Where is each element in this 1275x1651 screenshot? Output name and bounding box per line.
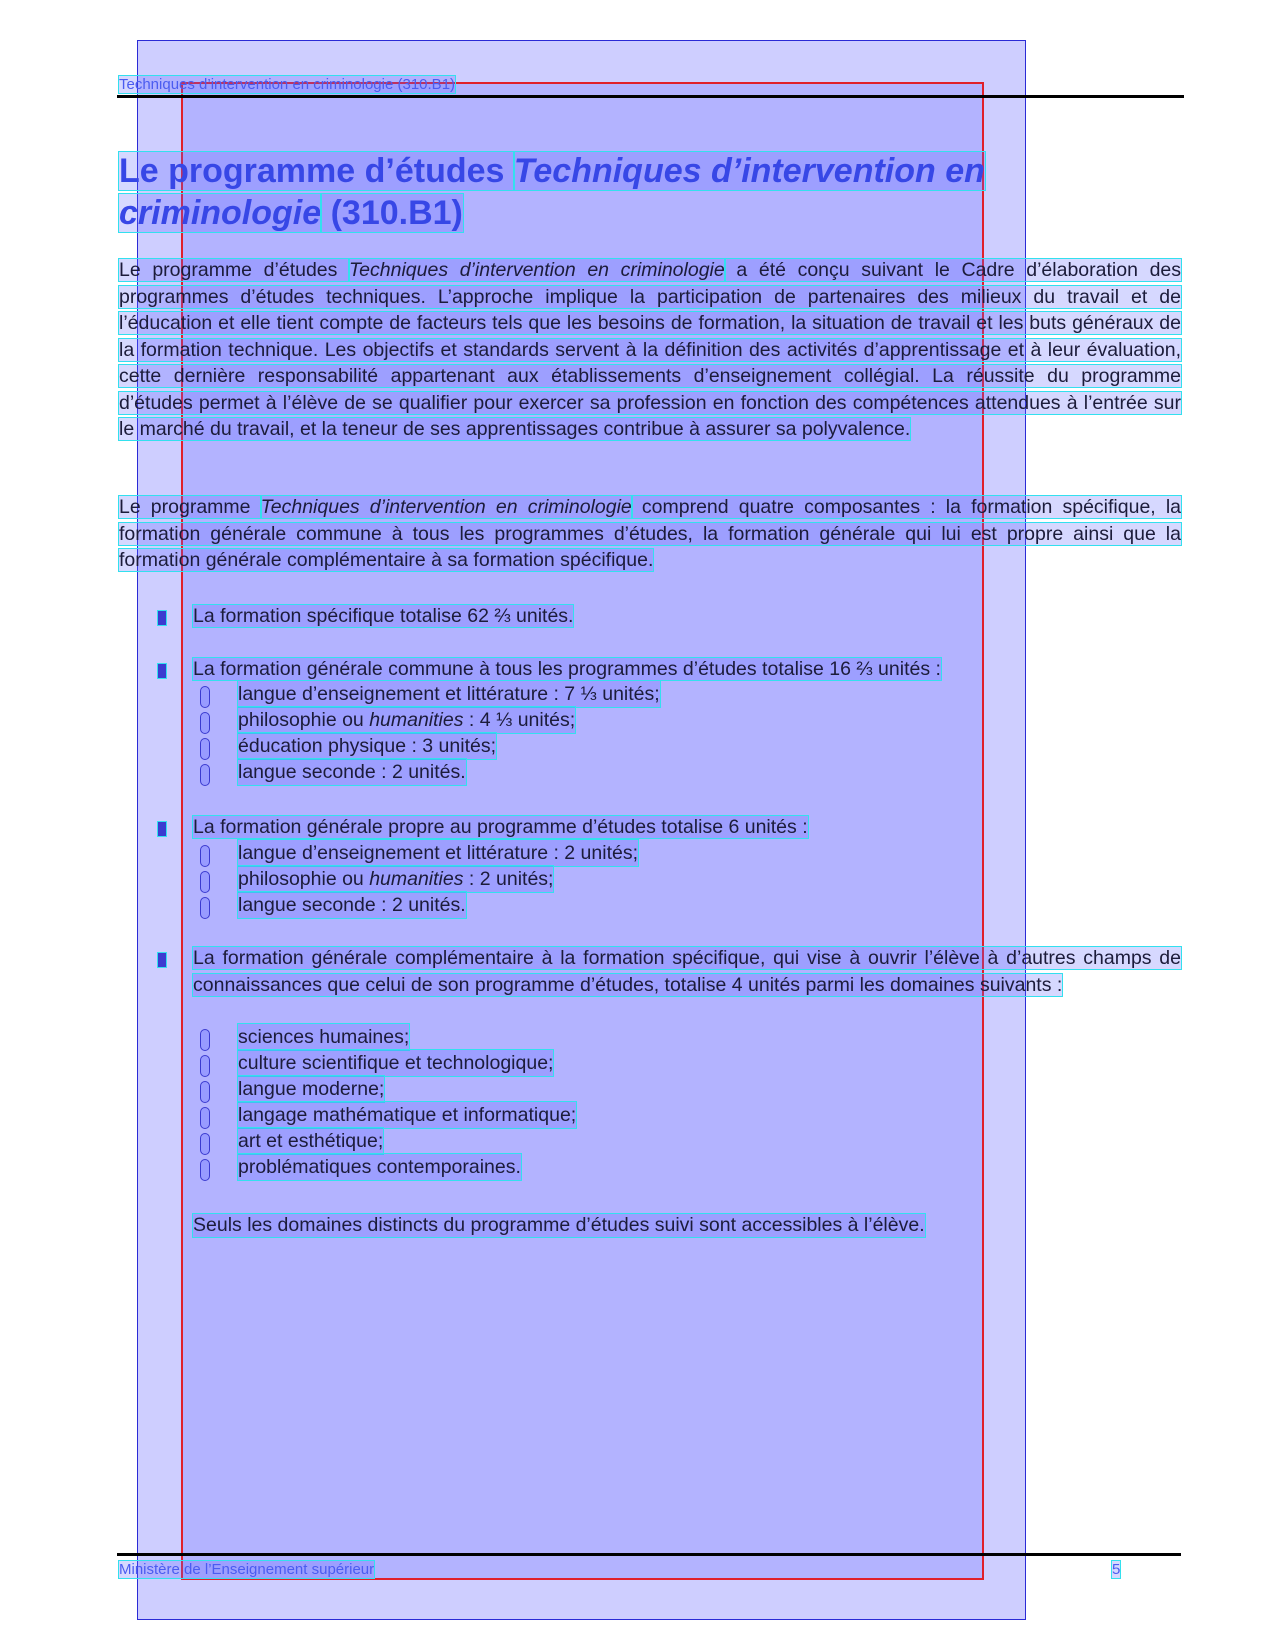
sub-bullet-icon [200, 1159, 210, 1181]
sub-bullet-icon [200, 1029, 210, 1051]
p2-program-name: Techniques d’intervention en criminologie [260, 496, 632, 518]
bullet-icon [157, 952, 167, 968]
bullet-3-text: La formation générale propre au programme d’études totalise 6 unités : [193, 816, 808, 838]
sub-item: éducation physique : 3 unités; [238, 735, 497, 757]
footer-rule [117, 1553, 1181, 1556]
running-header: Techniques d’intervention en criminologie (310.B1) [119, 76, 456, 93]
intro-paragraph [119, 257, 1181, 443]
sub-bullet-icon [200, 764, 210, 786]
sub-item: culture scientifique et technologique; [238, 1052, 554, 1074]
sub-item: langue d’enseignement et littérature : 7 ⅓ unités; [238, 683, 660, 705]
header-rule [117, 95, 1184, 98]
list-item-complementary-training [193, 945, 1181, 998]
title-code: (310.B1) [321, 194, 463, 232]
sub-item: langue seconde : 2 unités. [238, 761, 466, 783]
sub-item: langue moderne; [238, 1078, 385, 1100]
bullet-2-text: La formation générale commune à tous les programmes d’études totalise 16 ⅔ unités : [193, 658, 941, 680]
sub-bullet-icon [200, 871, 210, 893]
sub-item: langue seconde : 2 unités. [238, 894, 466, 916]
components-paragraph [119, 494, 1181, 574]
bullet-1-text: La formation spécifique totalise 62 ⅔ unités. [193, 605, 574, 627]
page-title [119, 150, 1029, 234]
sub-item: sciences humaines; [238, 1026, 410, 1048]
p1-lead: Le programme d’études [119, 259, 350, 281]
sub-item: art et esthétique; [238, 1130, 384, 1152]
sub-bullet-icon [200, 686, 210, 708]
list-item-specific-training [193, 603, 1181, 630]
footer-ministry: Ministère de l’Enseignement supérieur [119, 1561, 375, 1578]
sub-bullet-icon [200, 1107, 210, 1129]
sub-bullet-icon [200, 845, 210, 867]
bullet-icon [157, 663, 167, 679]
sub-bullet-icon [200, 1081, 210, 1103]
p1-body: a été conçu suivant le Cadre d’élaboration des programmes d’études techniques. L’approche implique la participation de partenaires des milieux du travail et de l’éducation et elle tient compte de facteurs tels que les besoins de formation, la situation de travail et les buts généraux de la formation technique. Les objectifs et standards servent à la définition des activités d’apprentissage et à leur évaluation, cette dernière responsabilité appartenant aux établissements d’enseignement collégial. La réussite du programme d’études permet à l’élève de se qualifier pour exercer sa profession en fonction des compétences attendues à l’entrée sur le marché du travail, et la teneur de ses apprentissages contribue à assurer sa polyvalence. [119, 259, 1182, 440]
p1-program-name: Techniques d’intervention en criminologie [349, 259, 725, 281]
list-item-program-general-training [193, 814, 1181, 841]
sub-item: langage mathématique et informatique; [238, 1104, 577, 1126]
bullet-icon [157, 821, 167, 837]
p2-lead: Le programme [119, 496, 261, 518]
sub-bullet-icon [200, 712, 210, 734]
list-item-common-general-training [193, 656, 1181, 683]
closing-note: Seuls les domaines distincts du programme d’études suivi sont accessibles à l’élève. [193, 1214, 925, 1236]
sub-item: philosophie ou humanities : 2 unités; [238, 868, 554, 890]
sub-item: problématiques contemporaines. [238, 1156, 521, 1178]
bullet-4-text: La formation générale complémentaire à la formation spécifique, qui vise à ouvrir l’élève à d’autres champs de connaissances que celui de son programme d’études, totalise 4 unités parmi les domaines suivants : [193, 947, 1181, 996]
sub-item: philosophie ou humanities : 4 ⅓ unités; [238, 709, 576, 731]
sub-bullet-icon [200, 1055, 210, 1077]
sub-bullet-icon [200, 738, 210, 760]
sub-bullet-icon [200, 897, 210, 919]
bullet-icon [157, 610, 167, 626]
title-part-1: Le programme d’études [119, 152, 514, 190]
sub-item: langue d’enseignement et littérature : 2 unités; [238, 842, 639, 864]
p2-body: comprend quatre composantes : la formation spécifique, la formation générale commune à tous les programmes d’études, la formation générale qui lui est propre ainsi que la formation générale complémentaire à sa formation spécifique. [119, 496, 1182, 571]
sub-bullet-icon [200, 1133, 210, 1155]
title-program-name: Techniques d’intervention en criminologie [119, 152, 985, 232]
page-number: 5 [1112, 1561, 1121, 1578]
